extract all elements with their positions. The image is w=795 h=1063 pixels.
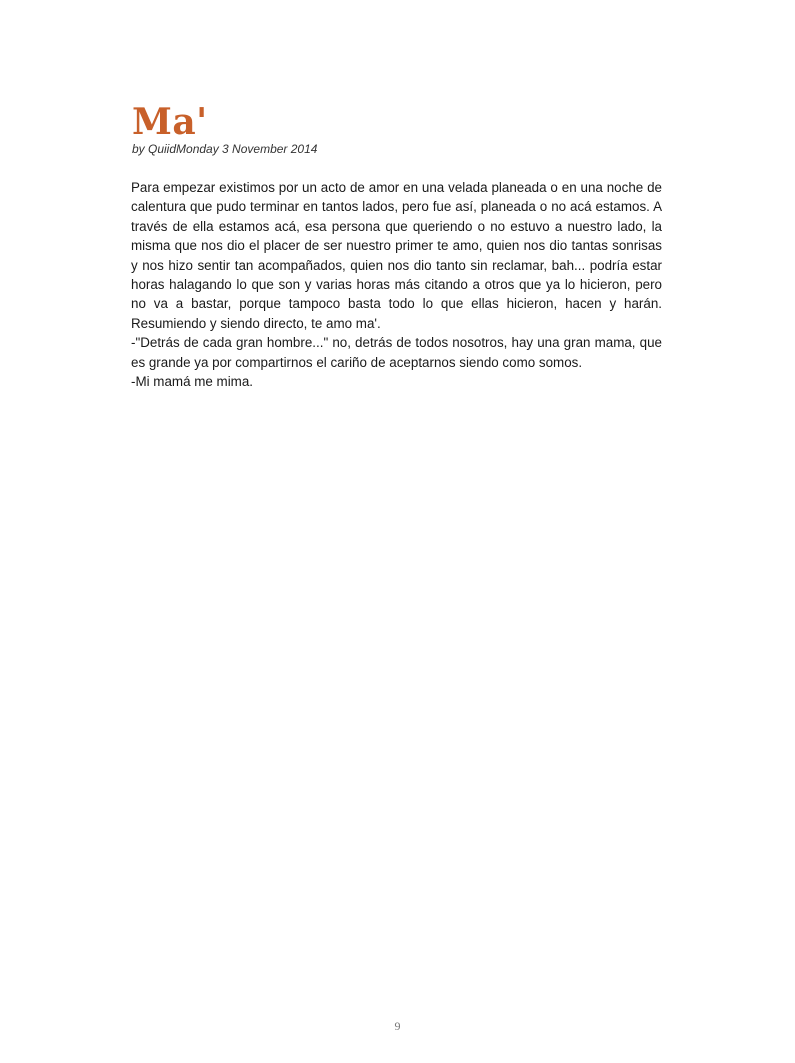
article-title: Ma' <box>132 101 208 143</box>
body-paragraph: -"Detrás de cada gran hombre..." no, detrás de todos nosotros, hay una gran mama, que es grande ya por compartirnos el cariño de aceptarnos siendo como somos. <box>131 335 662 370</box>
page-number: 9 <box>394 1019 401 1033</box>
body-paragraph: Para empezar existimos por un acto de amor en una velada planeada o en una noche de calentura que pudo terminar en tantos lados, pero fue así, planeada o no acá estamos. A través de ella estamos acá, esa persona que queriendo o no estuvo a nuestro lado, la misma que nos dio el placer de ser nuestro primer te amo, quien nos dio tantas sonrisas y nos hizo sentir tan acompañados, quien nos dio tanto sin reclamar, bah... podría estar horas halagando lo que son y varias horas más citando a otros que ya lo hicieron, pero no va a bastar, porque tampoco basta todo lo que ellas hicieron, hacen y harán. Resumiendo y siendo directo, te amo ma'. <box>131 180 662 331</box>
article-byline: by QuiidMonday 3 November 2014 <box>132 142 318 156</box>
article-body <box>131 178 662 391</box>
body-paragraph: -Mi mamá me mima. <box>131 374 254 390</box>
